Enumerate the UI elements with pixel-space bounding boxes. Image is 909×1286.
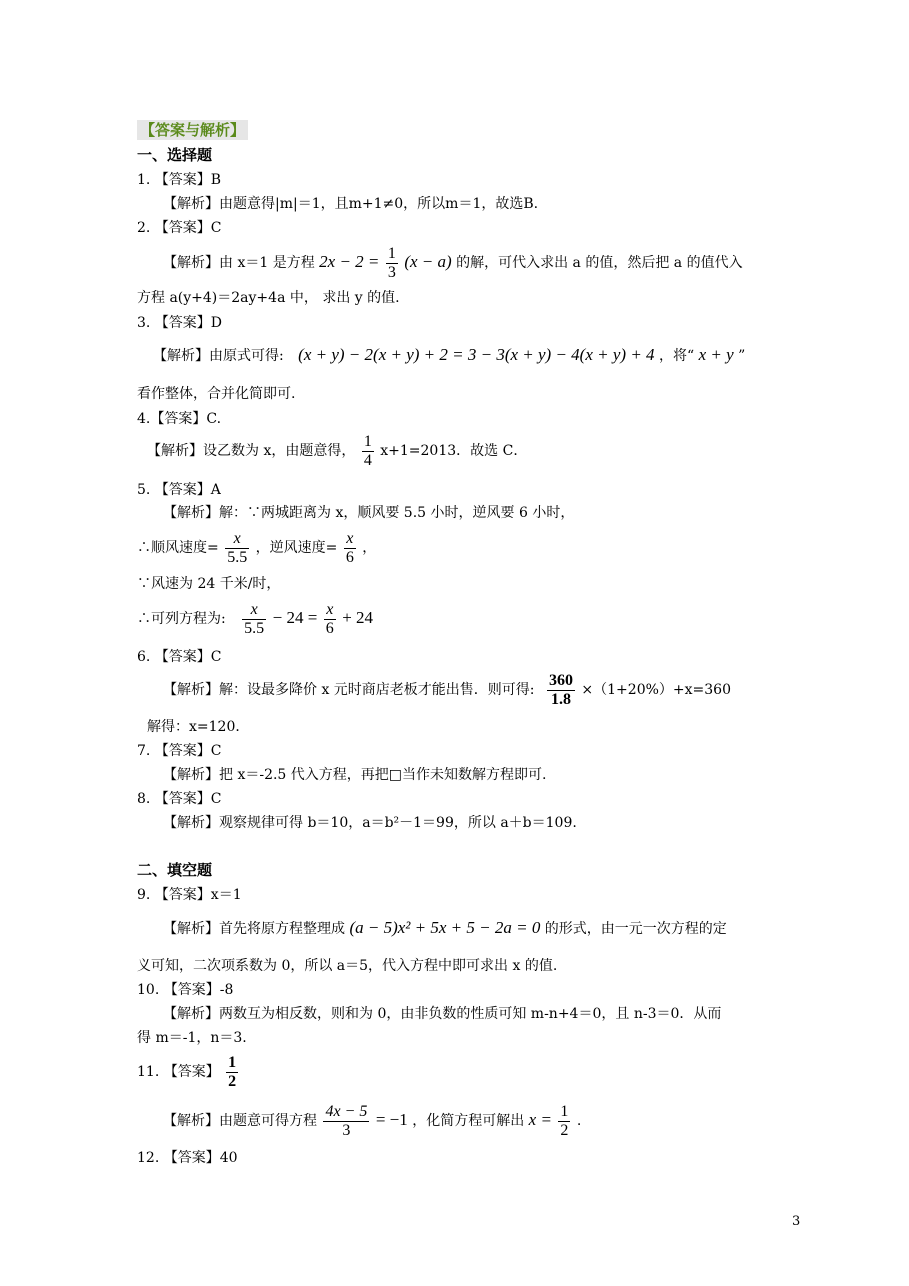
q4-frac-den: 4 xyxy=(363,451,372,469)
q3-formula: (x + y) − 2(x + y) + 2 = 3 − 3(x + y) − 4(x + y) + 4 xyxy=(298,345,655,364)
q11-answer-den: 2 xyxy=(228,1072,237,1090)
q8-explanation: 【解析】观察规律可得 b＝10，a＝b²－1＝99，所以 a＋b＝109. xyxy=(163,815,577,831)
q9-answer: 9. 【答案】x＝1 xyxy=(137,887,242,903)
q11-text-end: . xyxy=(576,1113,582,1129)
q5-explanation-3: ∵风速为 24 千米/时， xyxy=(137,576,281,592)
q5-eq-mid: − 24 = xyxy=(272,608,318,627)
q5-eq-frac1-den: 5.5 xyxy=(244,619,265,637)
q5-text-mid: ，逆风速度= xyxy=(255,540,338,556)
q11-formula-mid: = −1 xyxy=(375,1110,408,1129)
q5-frac2-den: 6 xyxy=(345,548,354,566)
q11-answer-label: 11. 【答案】 xyxy=(137,1064,220,1080)
q5-eq-fraction-1 xyxy=(242,601,266,638)
q5-frac1-den: 5.5 xyxy=(227,548,248,566)
q11-text-mid: ，化简方程可解出 xyxy=(412,1113,525,1129)
q5-eq-fraction-2 xyxy=(324,601,336,638)
q5-eq-pre: ∴可列方程为: xyxy=(137,611,226,627)
q6-text-pre: 【解析】解：设最多降价 x 元时商店老板才能出售．则可得: xyxy=(163,682,535,698)
q10-explanation-2: 得 m＝-1，n＝3. xyxy=(137,1030,247,1046)
q5-text-pre: ∴顺风速度= xyxy=(137,540,219,556)
q11-frac2-num: 1 xyxy=(560,1102,569,1120)
answer-banner: 【答案与解析】 xyxy=(137,120,248,140)
q5-frac2-num: x xyxy=(344,530,356,549)
q4-answer: 4.【答案】C. xyxy=(137,411,222,427)
q9-text-pre: 【解析】首先将原方程整理成 xyxy=(163,921,345,937)
q6-text-post: ×（1+20%）+x=360 xyxy=(581,682,731,698)
q2-formula-rhs: (x − a) xyxy=(404,252,452,271)
section-title-choice: 一、选择题 xyxy=(137,146,213,164)
q7-explanation: 【解析】把 x＝-2.5 代入方程，再把□当作未知数解方程即可. xyxy=(163,767,547,783)
q3-text-end: ” xyxy=(738,348,746,364)
q11-text-pre: 【解析】由题意可得方程 xyxy=(163,1113,317,1129)
q5-frac1-num: x xyxy=(225,530,249,549)
q5-answer: 5. 【答案】A xyxy=(137,482,221,498)
q2-frac-num: 1 xyxy=(387,244,396,262)
q2-answer: 2. 【答案】C xyxy=(137,220,222,236)
q11-answer xyxy=(137,1052,240,1092)
q6-explanation xyxy=(163,670,731,710)
q5-eq-frac2-den: 6 xyxy=(325,619,334,637)
q2-text-pre: 【解析】由 x＝1 是方程 xyxy=(163,255,315,271)
q1-answer: 1. 【答案】B xyxy=(137,172,222,188)
q4-text-post: x+1=2013．故选 C． xyxy=(380,443,528,459)
q8-answer: 8. 【答案】C xyxy=(137,791,222,807)
q2-explanation xyxy=(163,242,743,283)
q4-frac-num: 1 xyxy=(363,432,372,450)
q9-text-post: 的形式，由一元一次方程的定 xyxy=(544,921,727,937)
q6-fraction xyxy=(547,672,575,709)
q10-answer: 10. 【答案】-8 xyxy=(137,982,234,998)
q5-eq-frac2-num: x xyxy=(324,601,336,620)
q11-fraction-2 xyxy=(558,1103,570,1140)
q3-answer: 3. 【答案】D xyxy=(137,315,223,331)
q6-explanation-2: 解得：x=120． xyxy=(147,719,250,735)
q11-answer-fraction xyxy=(226,1054,238,1091)
q2-text-post: 的解，可代入求出 a 的值，然后把 a 的值代入 xyxy=(456,255,743,271)
q5-text-end: ， xyxy=(362,540,377,556)
q11-fraction xyxy=(323,1103,369,1140)
q5-eq-end: + 24 xyxy=(342,608,374,627)
q9-explanation xyxy=(163,908,727,949)
q1-explanation: 【解析】由题意得|m|＝1，且m+1≠0，所以m＝1，故选B. xyxy=(163,196,539,212)
q6-frac-num: 360 xyxy=(548,671,573,689)
q5-eq-frac1-num: x xyxy=(242,601,266,620)
q6-frac-den: 1.8 xyxy=(550,690,571,708)
q9-explanation-2: 义可知，二次项系数为 0，所以 a＝5，代入方程中即可求出 x 的值. xyxy=(137,958,558,974)
q3-explanation-2: 看作整体，合并化简即可. xyxy=(137,386,296,402)
q3-formula-xy: x + y xyxy=(698,345,734,364)
q11-answer-num: 1 xyxy=(228,1053,237,1071)
q5-explanation-1: 【解析】解：∵两城距离为 x，顺风要 5.5 小时，逆风要 6 小时， xyxy=(163,505,575,521)
q3-explanation xyxy=(153,338,745,373)
q10-explanation-1: 【解析】两数互为相反数，则和为 0，由非负数的性质可知 m-n+4＝0，且 n-3＝0．从而 xyxy=(163,1006,722,1022)
q6-answer: 6. 【答案】C xyxy=(137,649,222,665)
q11-frac-den: 3 xyxy=(342,1121,351,1139)
q11-frac2-den: 2 xyxy=(560,1121,569,1139)
q3-text-mid: ，将“ xyxy=(659,348,695,364)
q7-answer: 7. 【答案】C xyxy=(137,743,222,759)
q3-text-pre: 【解析】由原式可得: xyxy=(153,348,284,364)
q5-fraction-2 xyxy=(344,530,356,567)
q9-formula: (a − 5)x² + 5x + 5 − 2a = 0 xyxy=(349,918,541,937)
q5-explanation-2 xyxy=(137,528,376,568)
q11-frac-num: 4x − 5 xyxy=(325,1102,368,1120)
q2-fraction xyxy=(386,245,398,282)
q4-explanation xyxy=(147,431,527,471)
q5-explanation-4 xyxy=(137,598,373,639)
q2-formula-lhs: 2x − 2 = xyxy=(319,252,380,271)
q12-answer: 12. 【答案】40 xyxy=(137,1150,238,1166)
q11-formula2-pre: x = xyxy=(528,1110,552,1129)
q11-explanation xyxy=(163,1098,581,1143)
q2-explanation-2: 方程 a(y+4)＝2ay+4a 中， 求出 y 的值. xyxy=(137,290,400,306)
q4-text-pre: 【解析】设乙数为 x，由题意得， xyxy=(147,443,356,459)
section-title-fill: 二、填空题 xyxy=(137,861,213,879)
q5-fraction-1 xyxy=(225,530,249,567)
q4-fraction xyxy=(362,433,374,470)
page-number: 3 xyxy=(792,1214,801,1229)
q2-frac-den: 3 xyxy=(387,263,396,281)
